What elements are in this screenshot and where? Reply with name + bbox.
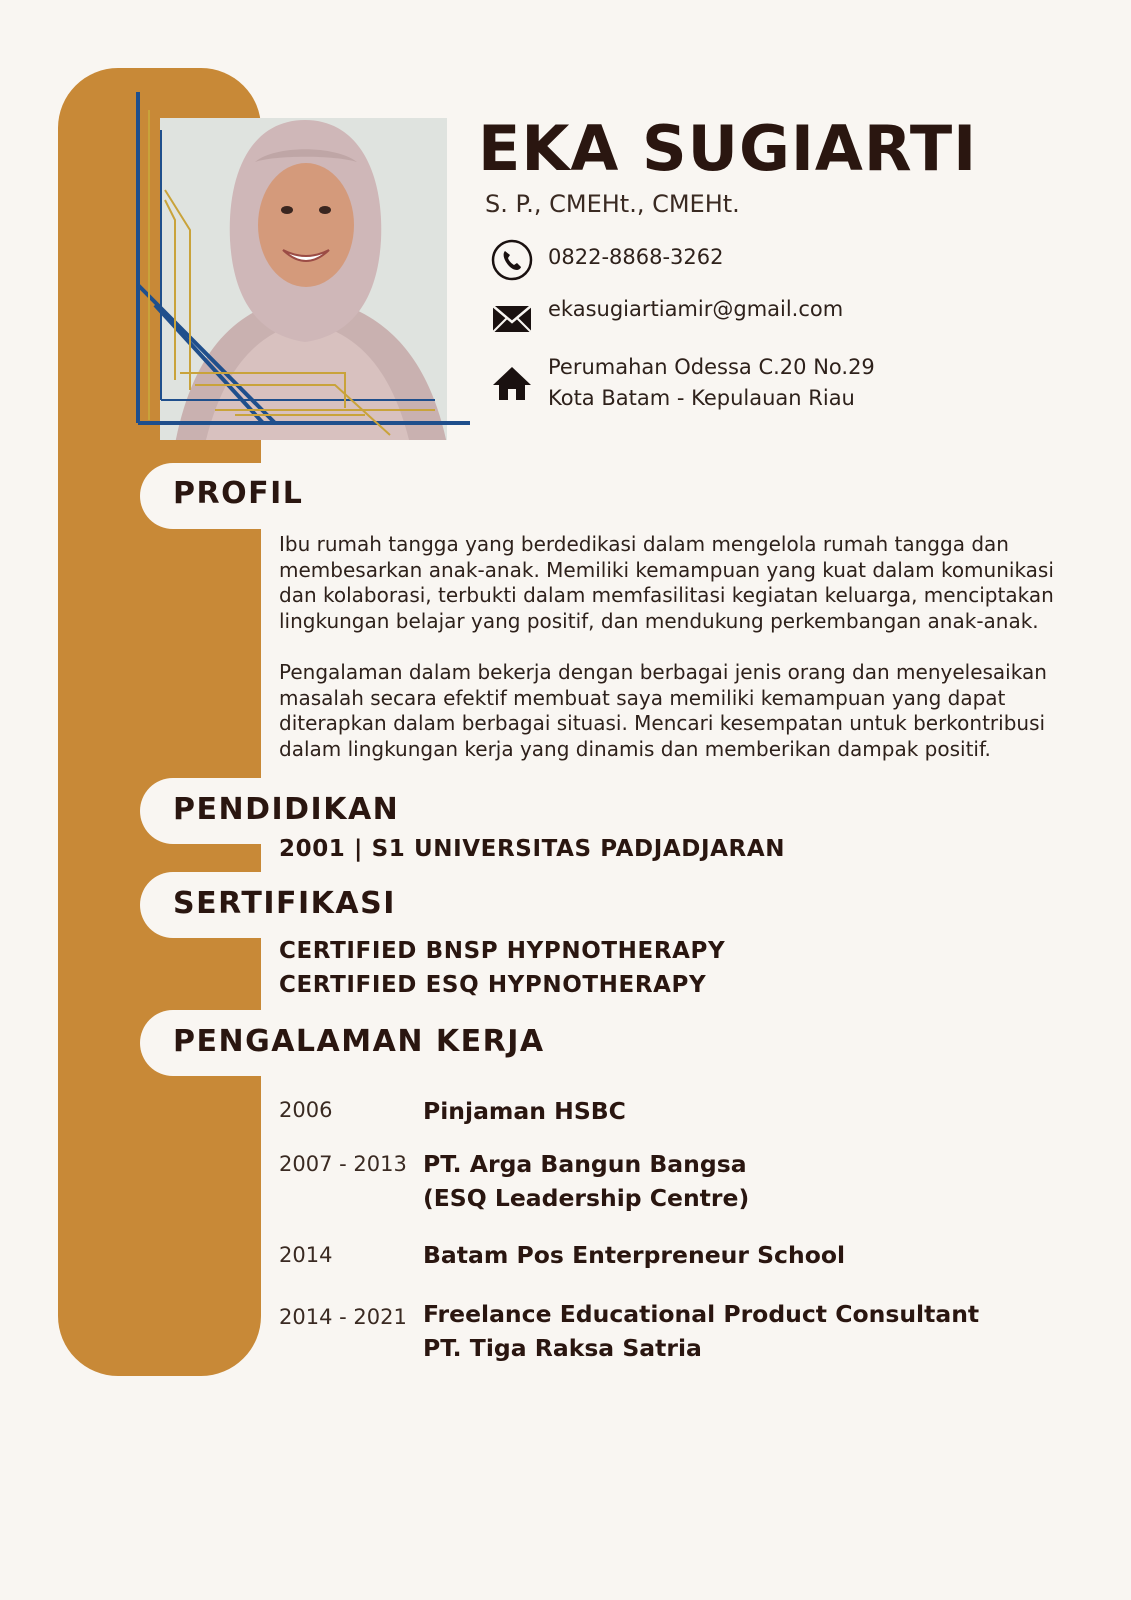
phone-number: 0822-8868-3262 — [548, 245, 724, 269]
certification-item: CERTIFIED BNSP HYPNOTHERAPY — [279, 938, 726, 964]
phone-icon — [490, 238, 534, 282]
address-line-2: Kota Batam - Kepulauan Riau — [548, 386, 855, 410]
experience-title: Pinjaman HSBC — [423, 1097, 626, 1125]
experience-title: Batam Pos Enterpreneur School — [423, 1241, 846, 1269]
experience-heading: PENGALAMAN KERJA — [173, 1024, 545, 1059]
credentials: S. P., CMEHt., CMEHt. — [485, 190, 740, 218]
home-icon — [490, 362, 534, 406]
contact-email — [490, 298, 843, 342]
profile-photo — [135, 90, 480, 440]
profile-paragraph-1: Ibu rumah tangga yang berdedikasi dalam mengelola rumah tangga dan membesarkan anak-anak. Memiliki kemampuan yang kuat dalam komunikasi dan kolaborasi, terbukti dalam memfasilitasi kegiatan keluarga, menciptakan lingkungan belajar yang positif, dan mendukung perkembangan anak-anak. — [279, 532, 1054, 633]
experience-subtitle: (ESQ Leadership Centre) — [423, 1184, 750, 1212]
experience-year: 2014 - 2021 — [279, 1305, 407, 1329]
experience-subtitle: PT. Tiga Raksa Satria — [423, 1334, 702, 1362]
experience-year: 2006 — [279, 1098, 333, 1122]
education-entry: 2001 | S1 UNIVERSITAS PADJADJARAN — [279, 836, 786, 862]
profile-heading: PROFIL — [173, 476, 304, 511]
experience-title: PT. Arga Bangun Bangsa — [423, 1150, 747, 1178]
envelope-icon — [490, 298, 534, 342]
person-name: EKA SUGIARTI — [478, 112, 978, 185]
address — [548, 352, 875, 414]
certification-heading: SERTIFIKASI — [173, 886, 396, 921]
experience-title: Freelance Educational Product Consultant — [423, 1300, 980, 1328]
profile-paragraph-2: Pengalaman dalam bekerja dengan berbagai jenis orang dan menyelesaikan masalah secara efektif membuat saya memiliki kemampuan yang dapat diterapkan dalam berbagai situasi. Mencari kesempatan untuk berkontribusi dalam lingkungan kerja yang dinamis dan memberikan dampak positif. — [279, 660, 1047, 761]
address-line-1: Perumahan Odessa C.20 No.29 — [548, 355, 875, 379]
experience-year: 2014 — [279, 1243, 333, 1267]
contact-phone — [490, 238, 724, 282]
email-address: ekasugiartiamir@gmail.com — [548, 297, 844, 321]
education-heading: PENDIDIKAN — [173, 792, 400, 827]
certification-item: CERTIFIED ESQ HYPNOTHERAPY — [279, 972, 707, 998]
experience-year: 2007 - 2013 — [279, 1152, 407, 1176]
profile-photo-frame — [135, 90, 480, 440]
contact-address — [490, 352, 875, 414]
